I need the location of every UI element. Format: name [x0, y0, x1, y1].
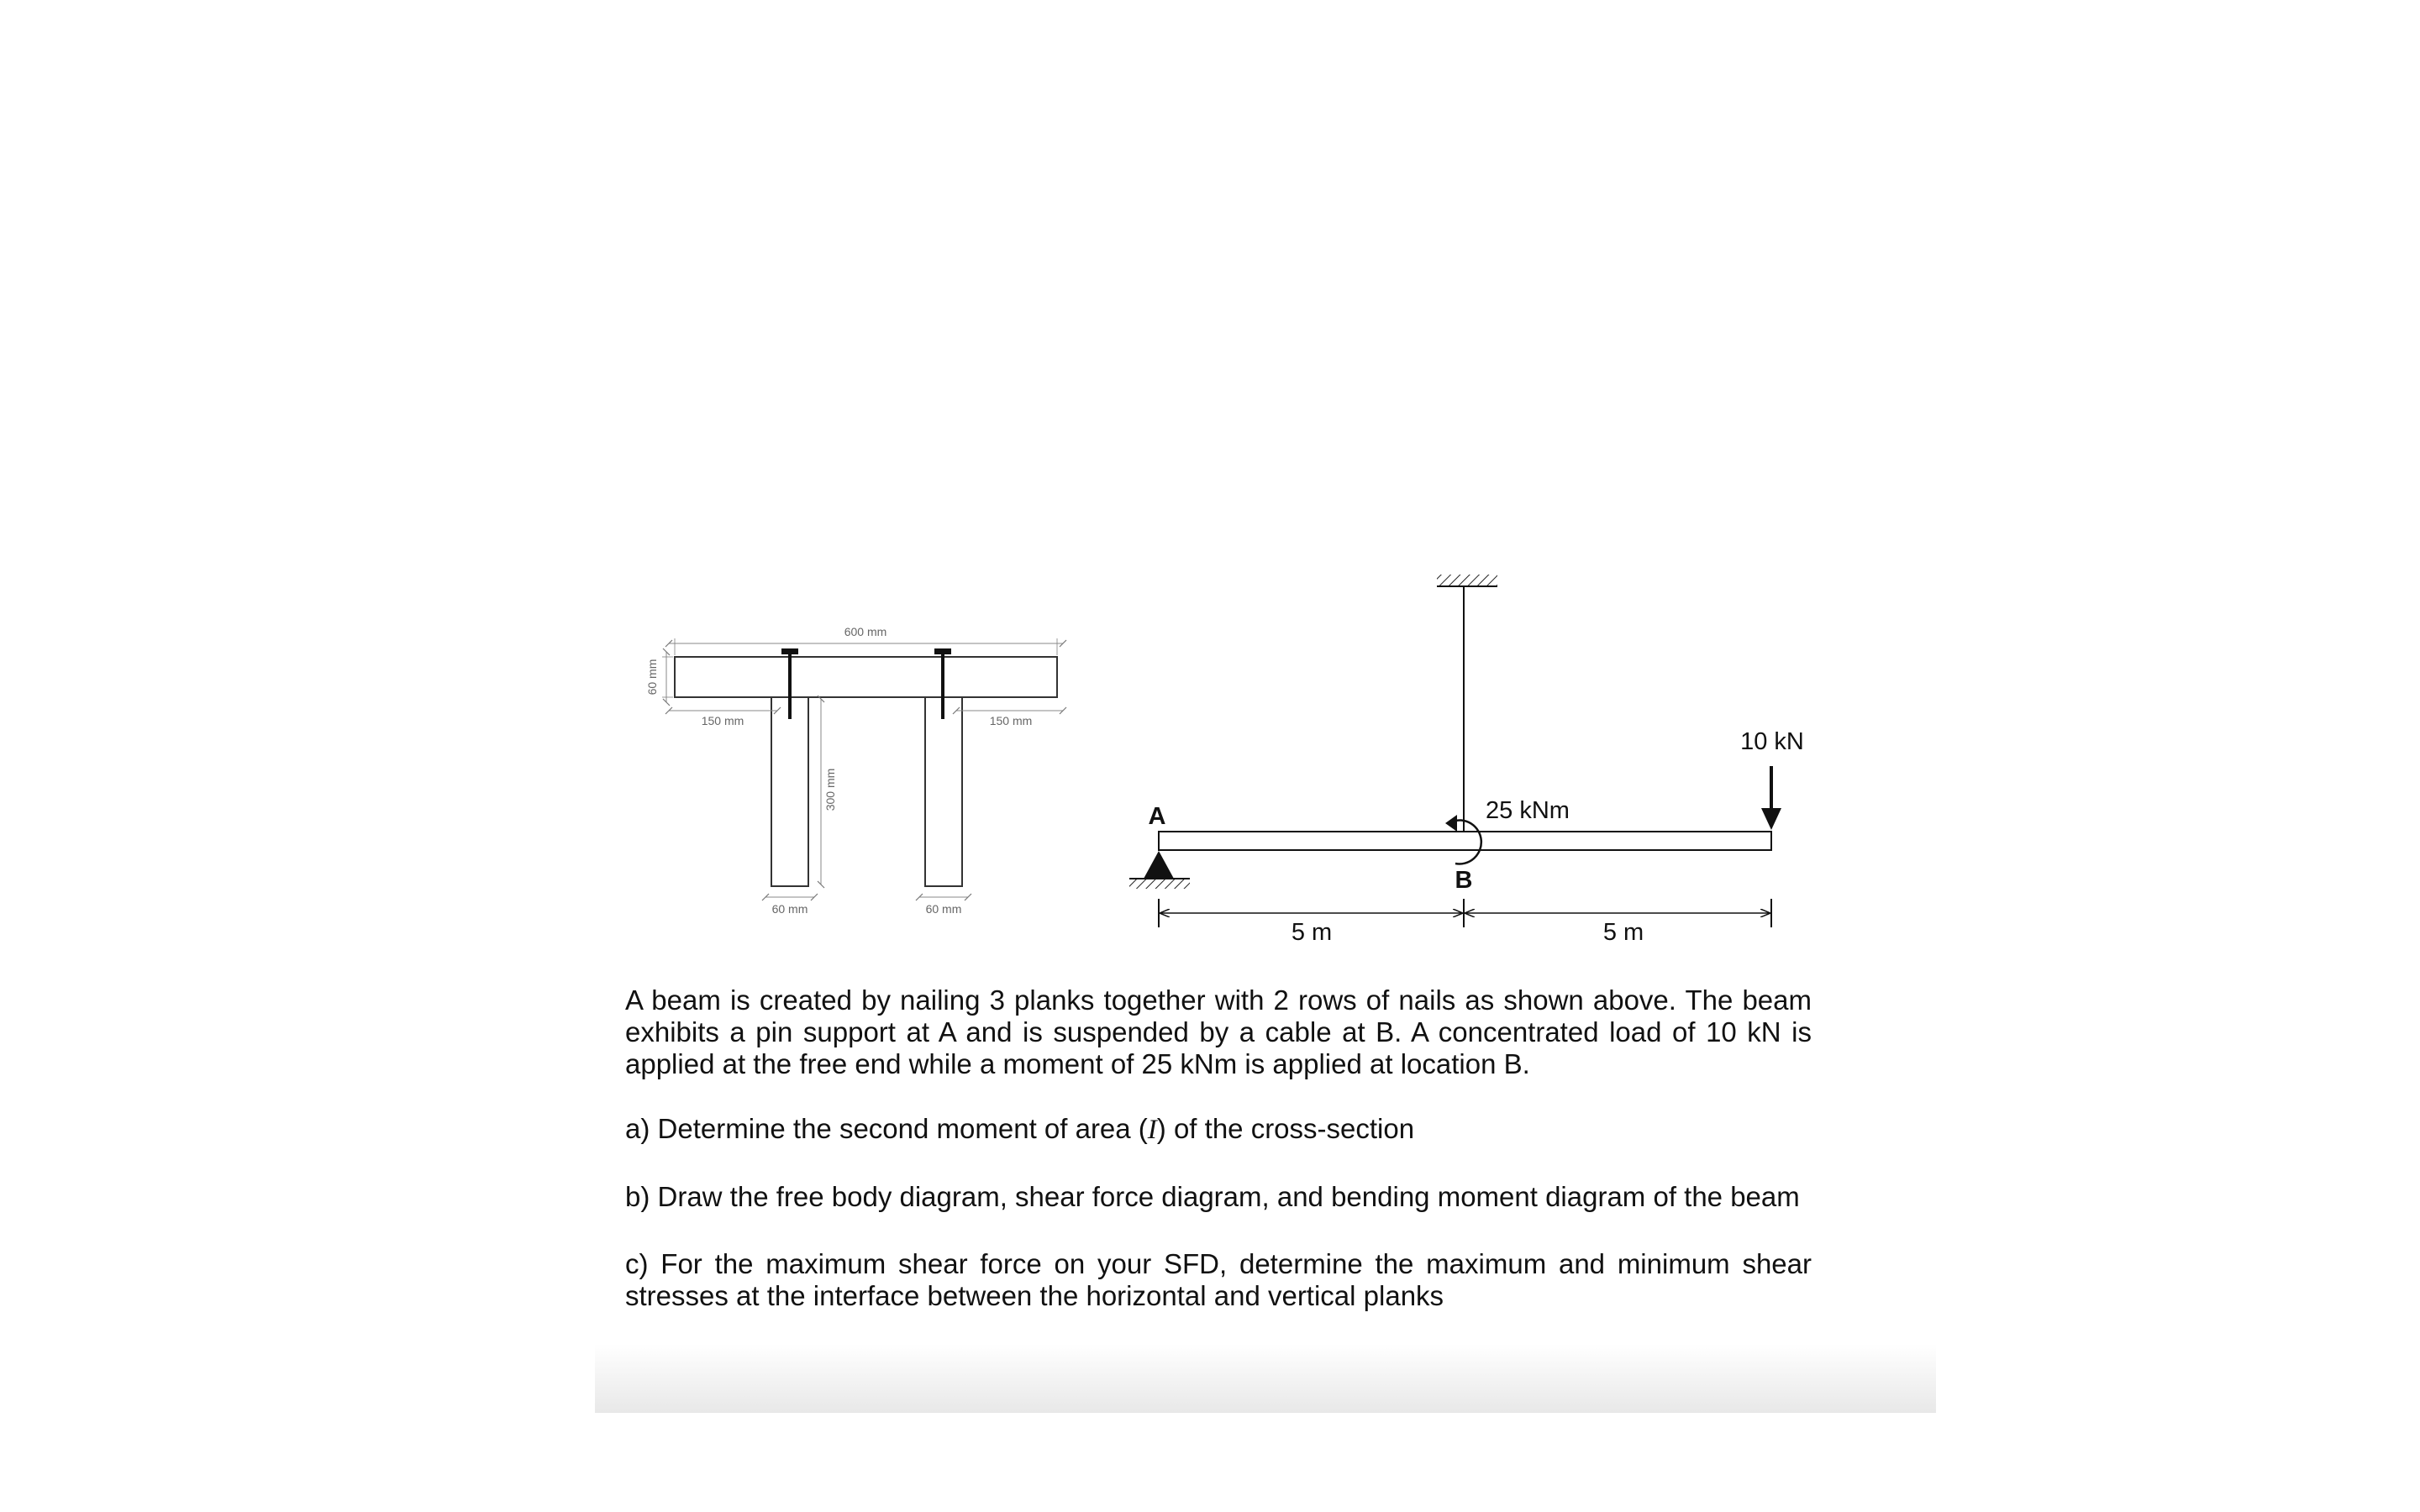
label-overhang-left: 150 mm: [701, 714, 744, 727]
dimension-flange-width: [669, 625, 1063, 655]
label-flange-thickness: 60 mm: [645, 659, 659, 696]
question-a-before: a) Determine the second moment of area (: [625, 1113, 1148, 1144]
beam: [1159, 832, 1771, 850]
point-load-arrow: [1761, 766, 1781, 830]
pin-support-a: [1129, 851, 1190, 889]
label-web-right-width: 60 mm: [925, 902, 962, 916]
cable-b: [1437, 575, 1497, 832]
question-a: [625, 1113, 1812, 1146]
label-flange-width: 600 mm: [844, 625, 887, 638]
question-a-after: ) of the cross-section: [1156, 1113, 1415, 1144]
label-span-2: 5 m: [1602, 919, 1644, 946]
label-overhang-right: 150 mm: [989, 714, 1033, 727]
bottom-shade: [595, 1344, 1936, 1413]
dimension-web-widths: [765, 897, 968, 916]
label-web-height: 300 mm: [823, 768, 837, 811]
label-support-a: A: [1148, 803, 1166, 830]
dimension-flange-thickness: [645, 652, 673, 702]
beam-system: [1129, 575, 1804, 946]
question-c: c) For the maximum shear force on your SFD, determine the maximum and minimum shear stresses at the interface between the horizontal and vertical planks: [625, 1248, 1812, 1311]
cross-section: [645, 625, 1063, 916]
label-span-1: 5 m: [1291, 919, 1333, 946]
web-plank-right: [925, 697, 962, 886]
span-dimensions: [1159, 899, 1771, 927]
label-cable-b: B: [1455, 867, 1473, 894]
dimension-overhangs: [669, 711, 1063, 727]
question-b: b) Draw the free body diagram, shear force diagram, and bending moment diagram of the beam: [625, 1181, 1800, 1212]
problem-intro: A beam is created by nailing 3 planks together with 2 rows of nails as shown above. The beam exhibits a pin support at A and is suspended by a cable at B. A concentrated load of 10 kN is applied at the free end while a moment of 25 kNm is applied at location B.: [625, 984, 1812, 1079]
label-web-left-width: 60 mm: [771, 902, 808, 916]
dimension-web-height: [821, 699, 837, 885]
web-plank-left: [771, 697, 808, 886]
label-moment: 25 kNm: [1486, 797, 1570, 824]
label-point-load: 10 kN: [1740, 728, 1804, 755]
flange-plank: [675, 657, 1057, 697]
question-a-symbol: I: [1147, 1115, 1157, 1145]
